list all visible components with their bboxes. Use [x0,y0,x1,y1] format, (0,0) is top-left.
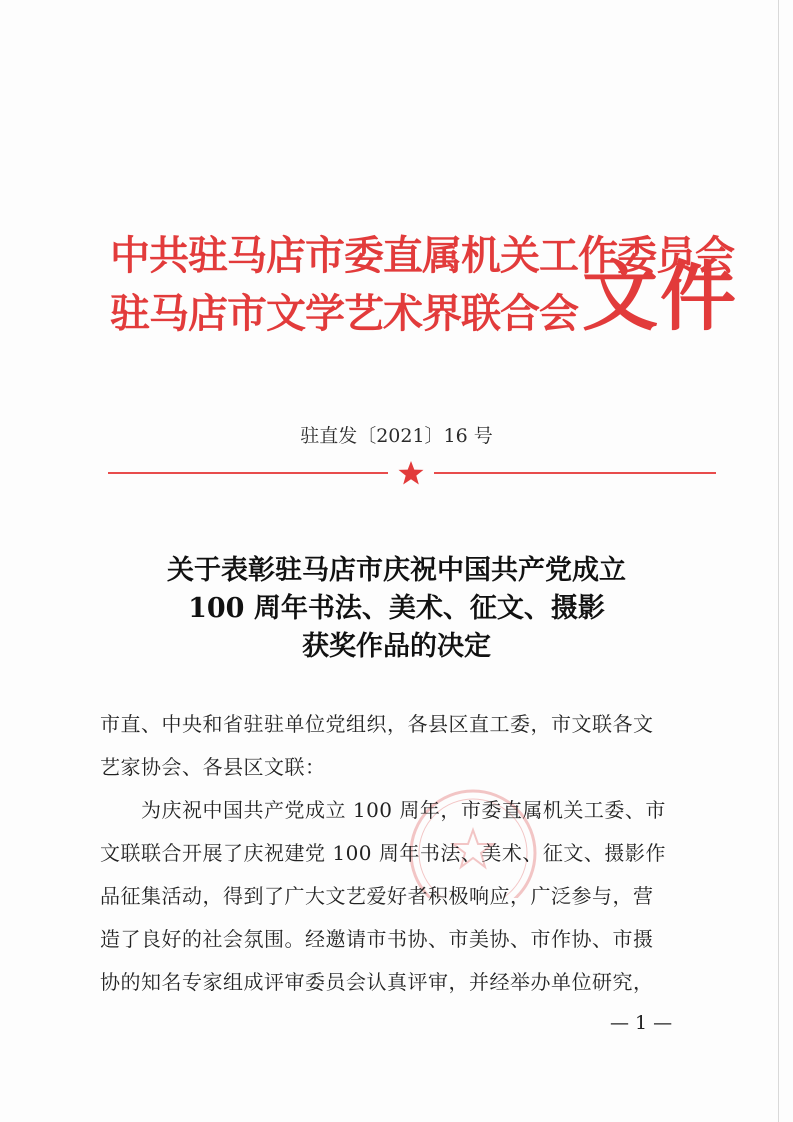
document-number: 驻直发〔2021〕16 号 [300,425,493,447]
document-word: 文件 [582,252,738,341]
body-line: 市直、中央和省驻驻单位党组织，各县区直工委，市文联各文 [100,712,654,736]
faint-seal-stamp [388,778,558,898]
document-title-line-2: 100 周年书法、美术、征文、摄影 [188,593,605,624]
divider-line-right [434,472,716,474]
body-line: 品征集活动，得到了广大文艺爱好者积极响应，广泛参与，营 [100,884,654,908]
red-header [110,232,738,362]
divider-line-left [108,472,388,474]
body-line: 艺家协会、各县区文联： [100,755,326,779]
body-line: 协的知名专家组成评审委员会认真评审，并经举办单位研究， [100,970,654,994]
document-title-line-1: 关于表彰驻马店市庆祝中国共产党成立 [167,555,626,586]
issuing-org-line-1: 中共驻马店市委直属机关工作委员会 [110,232,734,279]
issuing-org-line-2: 驻马店市文学艺术界联合会 [110,290,578,337]
page-number: — 1 — [610,1012,673,1034]
body-line: 文联联合开展了庆祝建党 100 周年书法、美术、征文、摄影作 [100,841,666,865]
body-line: 造了良好的社会氛围。经邀请市书协、市美协、市作协、市摄 [100,927,654,951]
red-star-icon [397,460,425,486]
body-line: 为庆祝中国共产党成立 100 周年，市委直属机关工委、市 [100,798,666,822]
document-title-line-3: 获奖作品的决定 [302,631,491,662]
red-divider [108,462,716,484]
